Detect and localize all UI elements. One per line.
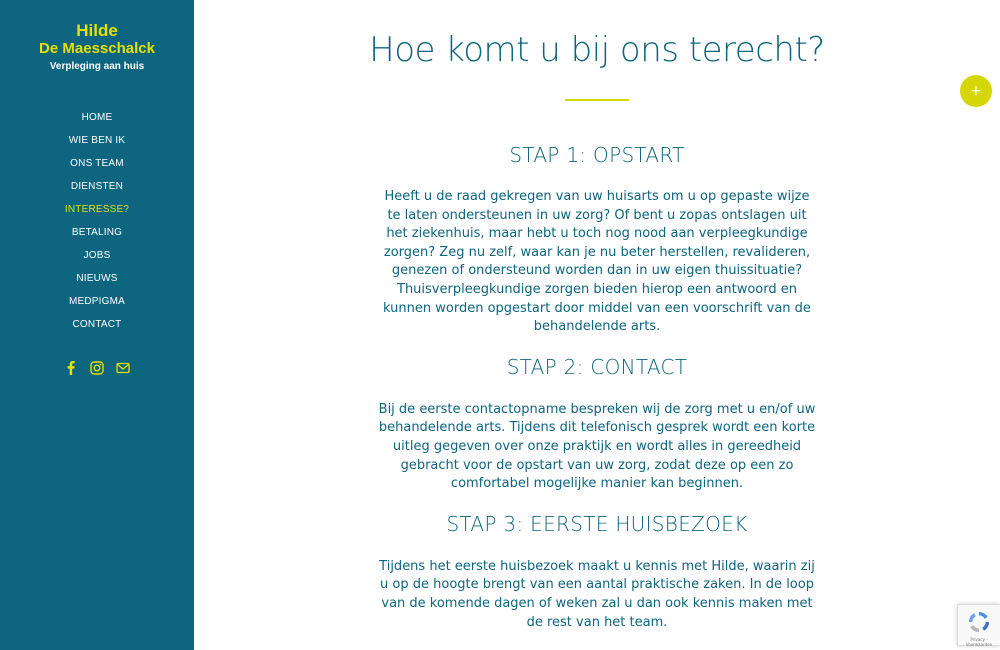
nav-link-wie-ben-ik[interactable]: WIE BEN IK	[68, 135, 126, 146]
nav-item-contact	[0, 310, 194, 333]
nav-link-interesse[interactable]: INTERESSE?	[64, 204, 130, 215]
mail-icon[interactable]	[116, 361, 130, 375]
logo-name-last: De Maesschalck	[39, 40, 155, 57]
nav-item-ons-team	[0, 149, 194, 172]
nav-item-diensten	[0, 172, 194, 195]
recaptcha-badge[interactable]	[957, 604, 1000, 646]
step-3-title: STAP 3: EERSTE HUISBEZOEK	[446, 511, 748, 536]
instagram-icon[interactable]	[90, 361, 104, 375]
nav-link-diensten[interactable]: DIENSTEN	[70, 181, 124, 192]
nav-item-nieuws	[0, 264, 194, 287]
step-2-text: Bij de eerste contactopname bespreken wij de zorg met u en/of uw behandelende arts. Tijdens dit telefonisch gesprek wordt een korte uitleg gegeven over onze praktijk en wordt alles in gereedheid gebracht voor de opstart van uw zorg, zodat deze op een zo comfortabel mogelijke manier kan beginnen.	[378, 401, 816, 492]
expand-plus-button[interactable]: +	[960, 75, 992, 107]
nav-link-medpigma[interactable]: MEDPIGMA	[68, 296, 126, 307]
logo[interactable]	[0, 0, 194, 72]
main-nav	[0, 103, 194, 333]
title-separator	[565, 99, 629, 101]
recaptcha-icon	[966, 609, 992, 635]
nav-link-contact[interactable]: CONTACT	[72, 319, 122, 330]
step-1-title: STAP 1: OPSTART	[509, 143, 685, 167]
page-title: Hoe komt u bij ons terecht?	[369, 30, 825, 70]
logo-tagline: Verpleging aan huis	[49, 61, 145, 72]
sidebar	[0, 0, 194, 650]
nav-link-jobs[interactable]: JOBS	[83, 250, 111, 261]
step-2-title: STAP 2: CONTACT	[506, 354, 688, 379]
nav-item-jobs	[0, 241, 194, 264]
nav-item-home	[0, 103, 194, 126]
recaptcha-label: Privacy - Voorwaarden	[965, 637, 993, 647]
nav-item-interesse	[0, 195, 194, 218]
nav-item-wie-ben-ik	[0, 126, 194, 149]
social-links	[0, 361, 194, 375]
nav-link-ons-team[interactable]: ONS TEAM	[70, 158, 124, 169]
nav-link-nieuws[interactable]: NIEUWS	[76, 273, 118, 284]
step-3-text: Tijdens het eerste huisbezoek maakt u kennis met Hilde, waarin zij u op de hoogte brengt van een aantal praktische zaken. In de loop van de komende dagen of weken zal u dan ook kennis maken met de rest van het team.	[379, 558, 815, 630]
nav-link-betaling[interactable]: BETALING	[71, 227, 123, 238]
main-content	[194, 0, 1000, 650]
nav-link-home[interactable]: HOME	[81, 112, 113, 123]
step-1-text: Heeft u de raad gekregen van uw huisarts om u op gepaste wijze te laten ondersteunen in uw zorg? Of bent u zopas ontslagen uit het ziekenhuis, maar hebt u toch nog nood aan verpleegkundige zorgen? Zeg nu zelf, waar kan je nu beter herstellen, revalideren, genezen of ondersteund worden dan in uw eigen thuissituatie? Thuisverpleegkundige zorgen bieden hierop een antwoord en kunnen worden opgestart door middel van een voorschrift van de behandelende arts.	[383, 189, 811, 335]
nav-item-medpigma	[0, 287, 194, 310]
facebook-icon[interactable]	[64, 361, 78, 375]
logo-name-first: Hilde	[76, 21, 118, 40]
nav-item-betaling	[0, 218, 194, 241]
